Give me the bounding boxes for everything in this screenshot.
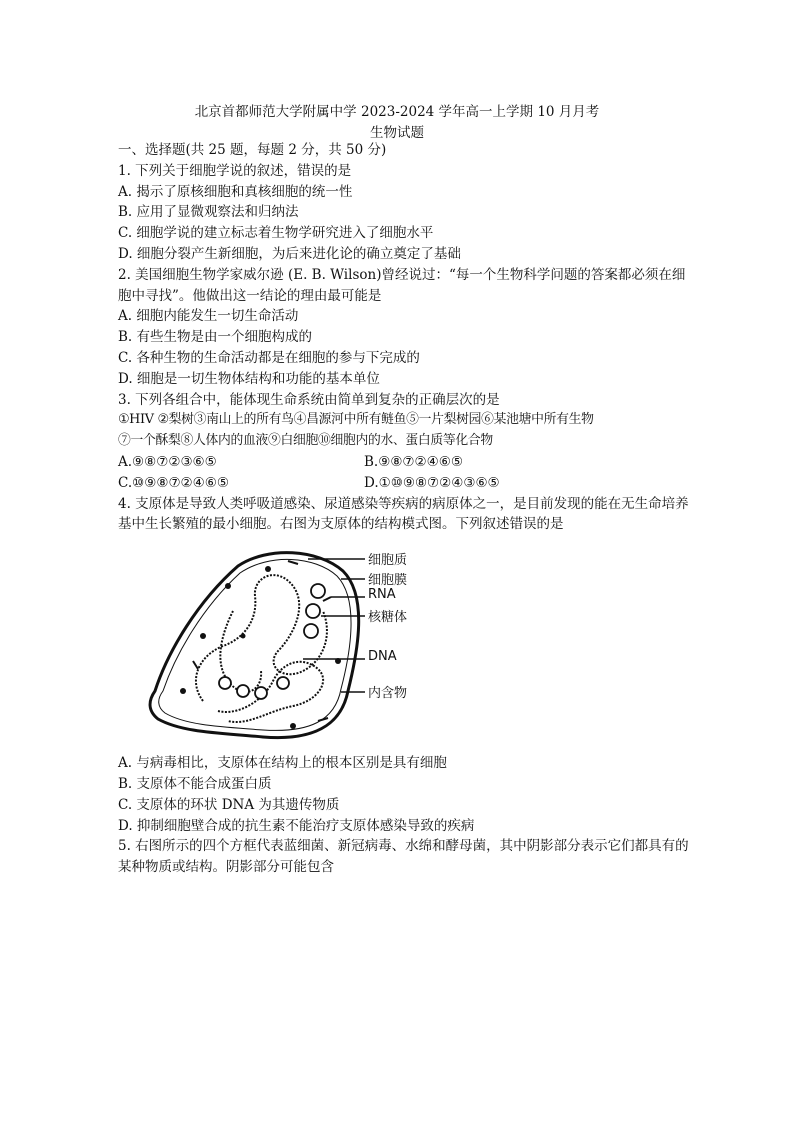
inclusion-dot: [265, 566, 271, 572]
label-inclusion: 内含物: [368, 686, 408, 702]
dna-coil-2: [218, 662, 323, 722]
rna-fragment: [193, 661, 198, 669]
question-3-options-row-1: [118, 452, 690, 473]
ribosome: [255, 687, 267, 699]
label-cell-membrane: 细胞膜: [368, 573, 408, 589]
ribosome: [277, 677, 289, 689]
inclusion-dot: [180, 688, 186, 694]
ribosome: [306, 604, 320, 618]
ribosome: [237, 685, 249, 697]
section-heading: 一、选择题(共 25 题，每题 2 分，共 50 分): [118, 142, 387, 158]
question-1-option-c: C. 细胞学说的建立标志着生物学研究进入了细胞水平: [118, 225, 434, 242]
rna-fragment: [288, 561, 298, 564]
question-3-items-line-1: ①HIV ②梨树③南山上的所有鸟④昌源河中所有鲢鱼⑤一片梨树园⑥某池塘中所有生物: [118, 412, 594, 428]
exam-title: 北京首都师范大学附属中学 2023-2024 学年高一上学期 10 月月考: [194, 104, 600, 120]
question-2-option-c: C. 各种生物的生命活动都是在细胞的参与下完成的: [118, 349, 420, 366]
question-4-option-d: D. 抑制细胞壁合成的抗生素不能治疗支原体感染导致的疾病: [118, 817, 475, 834]
question-2-option-a: A. 细胞内能发生一切生命活动: [118, 308, 299, 325]
question-3-items-line-2: ⑦一个酥梨⑧人体内的血液⑨白细胞⑩细胞内的水、蛋白质等化合物: [118, 433, 493, 449]
question-4-option-a: A. 与病毒相比，支原体在结构上的根本区别是具有细胞: [118, 755, 447, 772]
question-5-stem: 5. 右图所示的四个方框代表蓝细菌、新冠病毒、水绵和酵母菌，其中阴影部分表示它们都具有的某种物质或结构。阴影部分可能包含: [118, 838, 689, 876]
question-2-stem: 2. 美国细胞生物学家威尔逊 (E. B. Wilson)曾经说过：“每一个生物科学问题的答案都必须在细胞中寻找”。他做出这一结论的理由最可能是: [118, 266, 686, 304]
label-rna: RNA: [368, 587, 396, 603]
question-3-options-row-2: [118, 473, 690, 494]
label-dna: DNA: [368, 649, 397, 665]
question-4-option-b: B. 支原体不能合成蛋白质: [118, 775, 272, 792]
inclusion-dot: [290, 723, 296, 729]
mycoplasma-structure-figure: [118, 541, 690, 751]
inclusion-dot: [241, 634, 246, 639]
question-2-option-b: B. 有些生物是由一个细胞构成的: [118, 329, 313, 346]
dna-coil: [196, 575, 327, 701]
question-4-option-c: C. 支原体的环状 DNA 为其遗传物质: [118, 796, 340, 813]
ribosome: [311, 584, 325, 598]
rna-fragment: [323, 597, 331, 601]
label-ribosome: 核糖体: [368, 610, 408, 626]
exam-content: [118, 140, 690, 878]
question-3-option-d: D.①⑩⑨⑧⑦②④③⑥⑤: [364, 474, 500, 491]
question-4-stem: 4. 支原体是导致人类呼吸道感染、尿道感染等疾病的病原体之一，是目前发现的能在无生命培养基中生长繁殖的最小细胞。右图为支原体的结构模式图。下列叙述错误的是: [118, 495, 689, 533]
ribosome: [304, 624, 318, 638]
question-3-option-c: C.⑩⑨⑧⑦②④⑥⑤: [118, 474, 229, 491]
question-1-stem: 1. 下列关于细胞学说的叙述，错误的是: [118, 162, 352, 179]
question-3-option-b: B.⑨⑧⑦②④⑥⑤: [364, 453, 463, 470]
exam-subtitle: 生物试题: [370, 125, 424, 141]
question-3-stem: 3. 下列各组合中，能体现生命系统由简单到复杂的正确层次的是: [118, 391, 500, 408]
question-3-option-a: A.⑨⑧⑦②③⑥⑤: [118, 453, 217, 470]
cell-membrane-outline: [150, 553, 359, 738]
inclusion-dot: [200, 633, 206, 639]
question-1-option-b: B. 应用了显微观察法和归纳法: [118, 204, 299, 221]
question-2-option-d: D. 细胞是一切生物体结构和功能的基本单位: [118, 370, 380, 387]
label-cytoplasm: 细胞质: [368, 553, 408, 569]
question-1-option-d: D. 细胞分裂产生新细胞，为后来进化论的确立奠定了基础: [118, 245, 461, 262]
question-1-option-a: A. 揭示了原核细胞和真核细胞的统一性: [118, 183, 353, 200]
inclusion-dot: [225, 583, 231, 589]
ribosome: [219, 677, 231, 689]
